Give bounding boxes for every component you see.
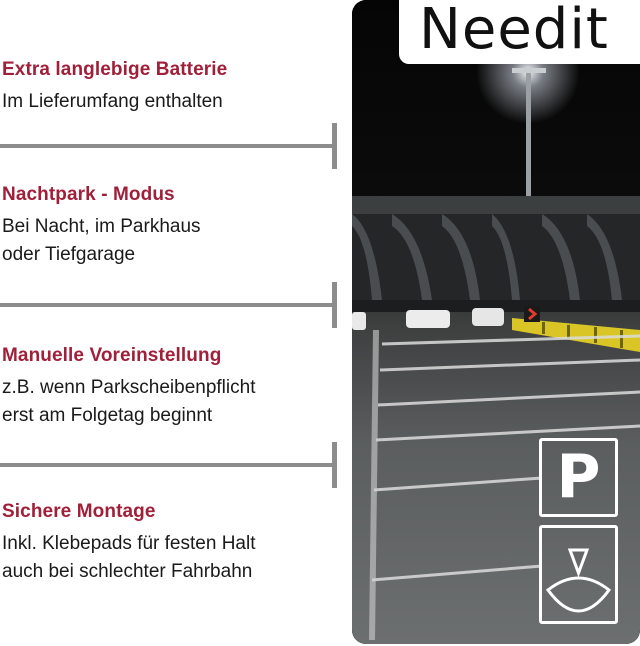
feature-title: Manuelle Voreinstellung	[2, 345, 222, 366]
divider	[0, 442, 337, 488]
divider	[0, 282, 337, 328]
divider	[0, 123, 337, 169]
feature-battery	[2, 58, 342, 116]
feature-description: z.B. wenn Parkscheibenpflicht erst am Folgetag beginnt	[2, 377, 256, 426]
feature-title: Nachtpark - Modus	[2, 184, 175, 205]
feature-manual-preset	[2, 344, 342, 430]
feature-title: Sichere Montage	[2, 501, 156, 522]
feature-description: Im Lieferumfang enthalten	[2, 91, 223, 112]
feature-night-mode	[2, 183, 342, 269]
brand-tab	[399, 0, 640, 64]
parking-letter: P	[556, 442, 601, 512]
brand-logo: Needit	[419, 0, 609, 62]
feature-title: Extra langlebige Batterie	[2, 59, 228, 80]
feature-description: Bei Nacht, im Parkhaus oder Tiefgarage	[2, 216, 201, 265]
feature-secure-mounting	[2, 500, 342, 586]
feature-description: Inkl. Klebepads für festen Halt auch bei schlechter Fahrbahn	[2, 533, 256, 582]
parking-disc-icon	[539, 525, 618, 624]
parking-sign-icon	[539, 438, 618, 517]
